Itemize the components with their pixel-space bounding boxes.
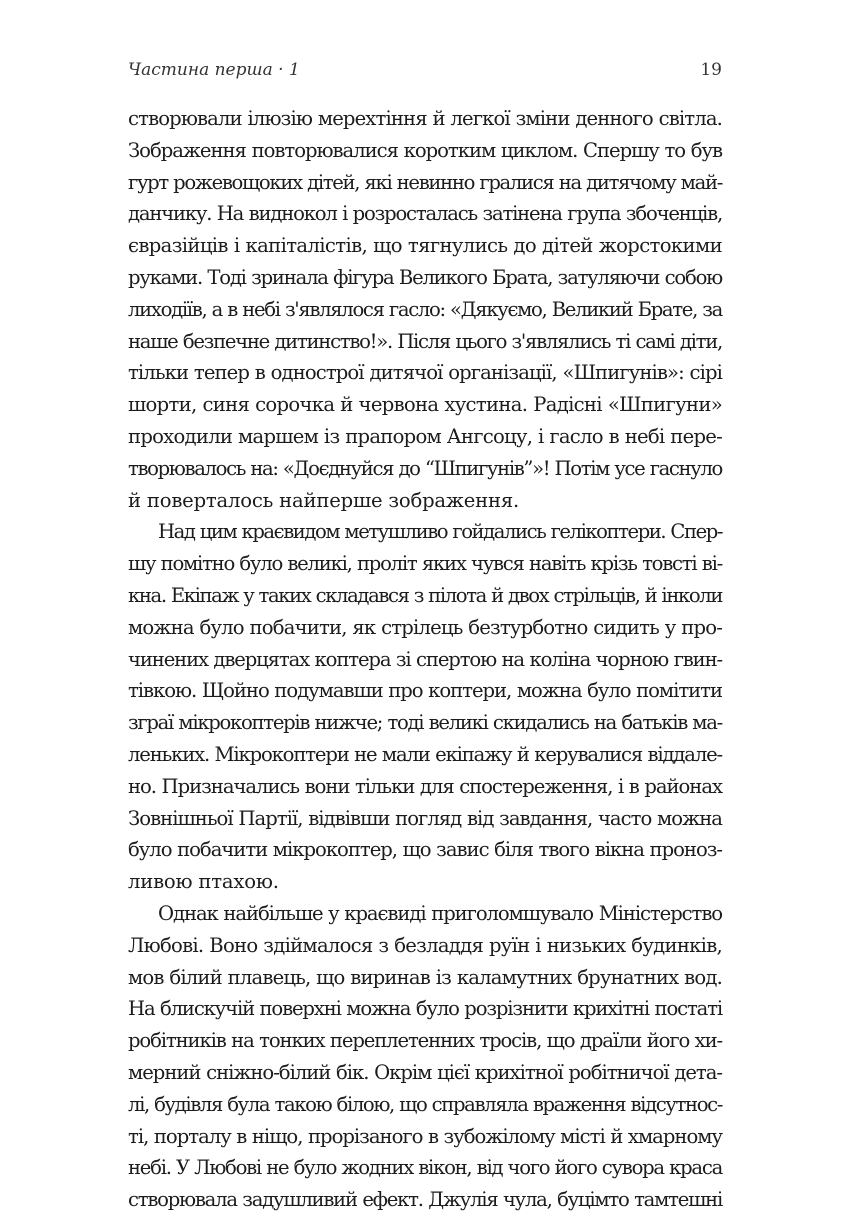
text-line: тівкою. Щойно подумавши про коптери, можна було помітити (128, 679, 722, 703)
text-line: На блискучій поверхні можна було розрізнити крихітні постаті (128, 997, 722, 1021)
text-line: проходили маршем із прапором Ангсоцу, і гасло в небі пере- (128, 424, 722, 448)
text-line: шорти, синя сорочка й червона хустина. Радісні «Шпигуни» (128, 393, 722, 417)
paragraph-3 (128, 898, 722, 1216)
text-line: створювала задушливий ефект. Джулія чула, буцімто тамтешні (128, 1188, 722, 1212)
text-line: кна. Екіпаж у таких складався з пілота й двох стрільців, й інколи (128, 583, 722, 607)
text-line: руками. Тоді зринала фігура Великого Брата, затуляючи собою (128, 265, 722, 289)
text-line: Однак найбільше у краєвиді приголомшувало Міністерство (158, 901, 722, 925)
text-line: й поверталось найперше зображення. (128, 488, 520, 512)
text-line: створювали ілюзію мерехтіння й легкої зміни денного світла. (128, 107, 722, 130)
text-line: Над цим краєвидом метушливо гойдались гелікоптери. Спер- (158, 520, 722, 544)
text-line: леньких. Мікрокоптери не мали екіпажу й керувалися віддале- (128, 742, 722, 766)
text-line: Зображення повторювалися коротким циклом. Спершу то був (128, 138, 722, 162)
text-line: но. Призначались вони тільки для спостереження, і в районах (128, 774, 722, 798)
text-line: лиходіїв, а в небі з'являлося гасло: «Дякуємо, Великий Брате, за (128, 297, 722, 321)
text-line: творювалось на: «Доєднуйся до “Шпигунів”»! Потім усе гаснуло (128, 456, 722, 480)
text-line: євразійців і капіталістів, що тягнулись до дітей жорстокими (128, 234, 722, 258)
text-line: було побачити мікрокоптер, що завис біля твого вікна пронoз- (128, 838, 722, 862)
text-line: мов білий плавець, що виринав із каламутних брунатних вод. (128, 965, 722, 989)
text-line: гурт рожевощоких дітей, які невинно гралися на дитячому май- (128, 170, 722, 194)
text-line: Зовнішньої Партії, відвівши погляд від завдання, часто можна (128, 806, 722, 830)
text-line: тільки тепер в однострої дитячої організації, «Шпигунів»: сірі (128, 361, 722, 385)
text-line: лі, будівля була такою білою, що справляла враження відсутнос- (128, 1092, 722, 1116)
paragraph-1 (128, 103, 722, 516)
body-text (128, 103, 722, 1216)
paragraph-2 (128, 516, 722, 898)
text-line: Любові. Воно здіймалося з безладдя руїн і низьких будинків, (128, 933, 722, 957)
text-line: ті, порталу в ніщо, прорізаного в зубожілому місті й хмарному (128, 1124, 722, 1148)
text-line: шу помітно було великі, проліт яких чувся навіть крізь товсті ві- (128, 552, 722, 576)
text-line: наше безпечне дитинство!». Після цього з'являлись ті самі діти, (128, 329, 722, 353)
page-number: 19 (700, 60, 722, 80)
text-line: робітників на тонких переплетенних тросів, що драїли його хи- (128, 1029, 722, 1053)
text-line: мерний сніжно-білий бік. Окрім цієї крихітної робітничої дета- (128, 1060, 722, 1084)
running-head: Частина перша · 1 (128, 60, 300, 80)
text-line: зграї мікрокоптерів нижче; тоді великі скидались на батьків ма- (128, 711, 722, 735)
text-line: данчику. На виднокол і розросталась затінена група збоченців, (128, 202, 722, 226)
text-line: ливою птахою. (128, 870, 279, 894)
text-line: можна було побачити, як стрілець безтурботно сидить у про- (128, 615, 722, 639)
text-line: чинених дверцятах коптера зі спертою на коліна чорною гвин- (128, 647, 722, 671)
text-line: небі. У Любові не було жодних вікон, від чого його сувора краса (128, 1156, 722, 1180)
